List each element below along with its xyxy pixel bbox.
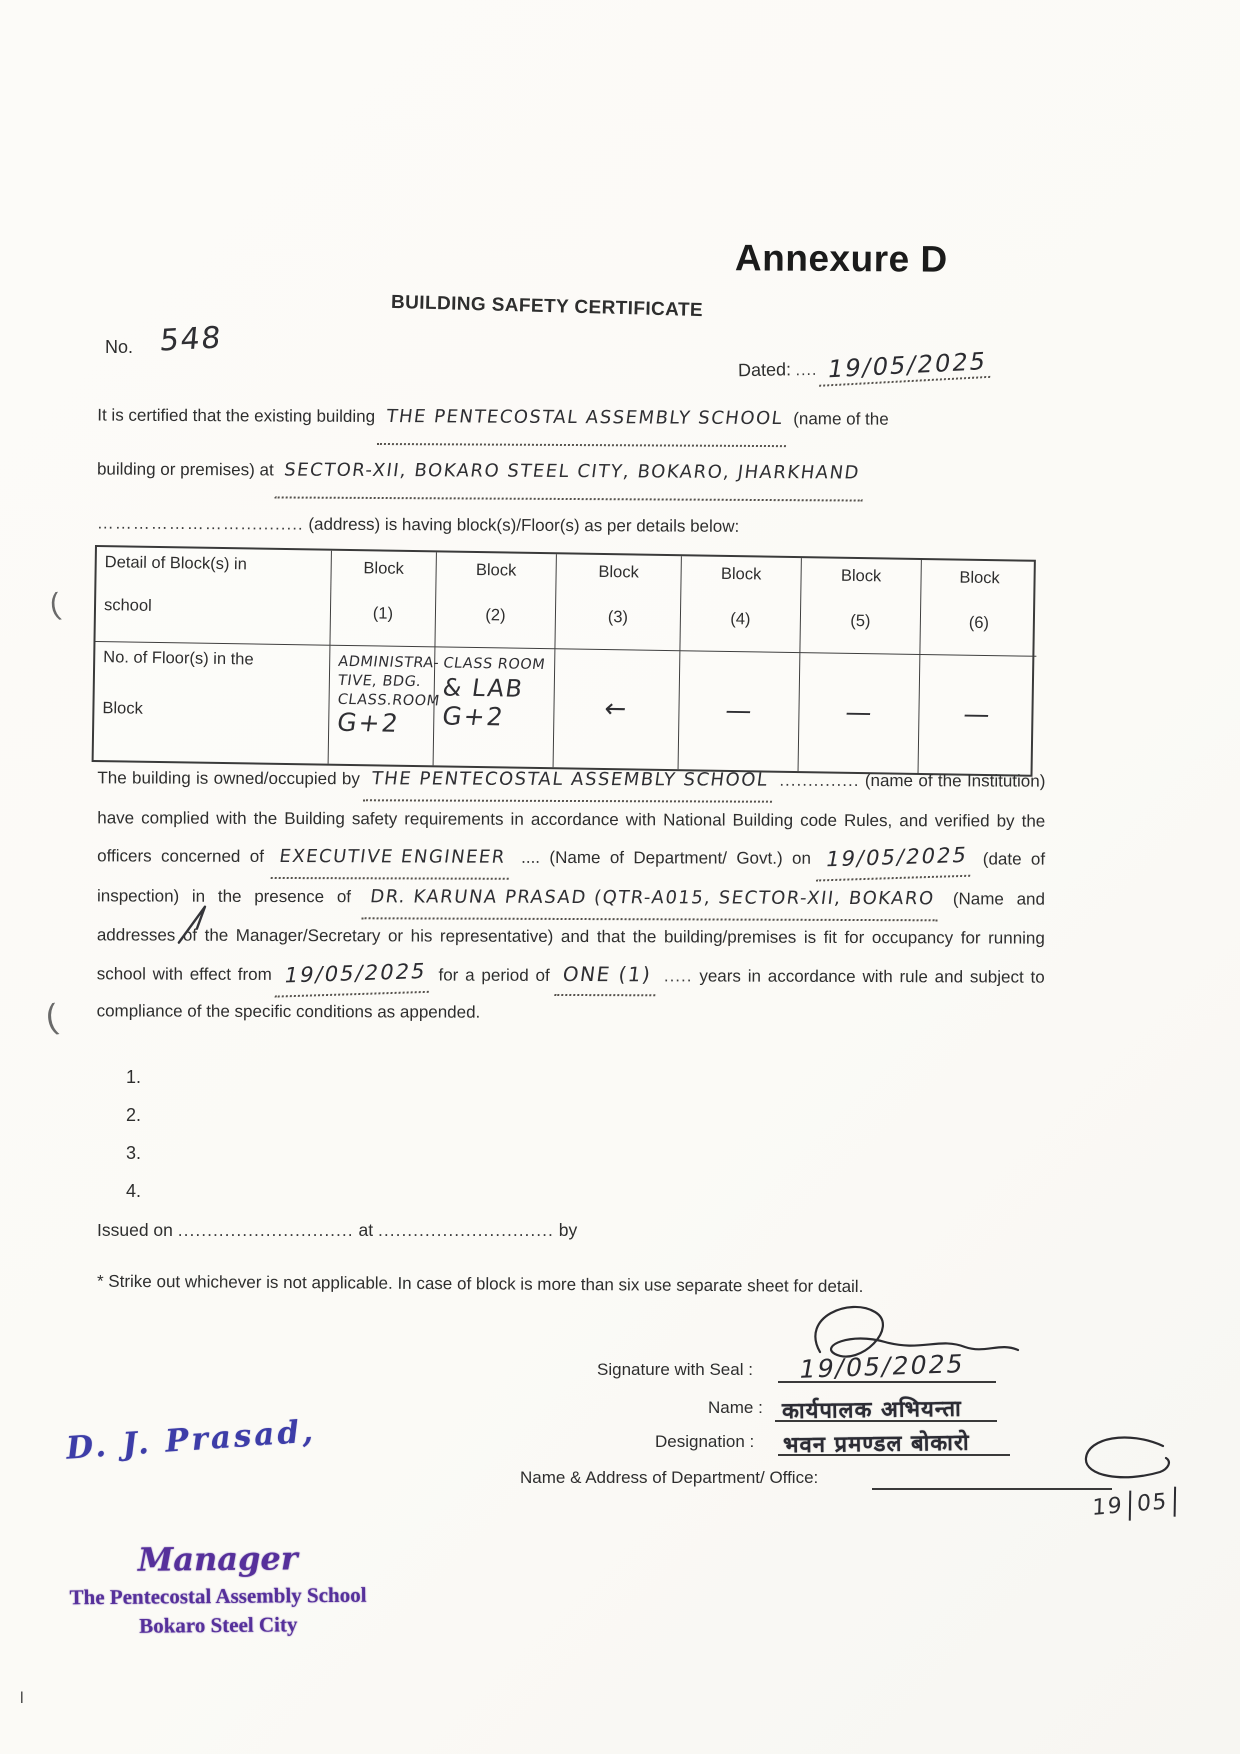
page-edge-mark: l <box>20 1690 24 1707</box>
owner-leader-dots: .............. <box>779 770 860 791</box>
body-text-7: years in accordance with rule and subject to compliance of the specific conditions as appended. <box>96 965 1045 1022</box>
block-num-1: (1) <box>372 604 394 623</box>
stamp-title: Manager <box>137 1539 298 1579</box>
table-header-detail <box>95 547 331 646</box>
department-label: Name & Address of Department/ Office: <box>520 1468 819 1487</box>
designation-stamp-value: भवन प्रमण्डल बोकारो <box>782 1430 970 1459</box>
block1-line2: TIVE, BDG. <box>336 672 423 691</box>
intro-text-3: building or premises) at <box>96 459 274 480</box>
conditions-list <box>126 1058 141 1210</box>
footnote: * Strike out whichever is not applicable. In case of block is more than six use separate sheet for detail. <box>96 1271 864 1297</box>
body-text-6: for a period of <box>438 965 550 985</box>
table-cell-block5-floors <box>799 653 921 773</box>
table-header-block-6 <box>920 560 1037 657</box>
table-cell-block3-floors <box>554 649 681 769</box>
table-cell-block6-floors <box>919 655 1037 775</box>
owner-name-handwritten: THE PENTECOSTAL ASSEMBLY SCHOOL <box>363 761 777 802</box>
table-row-floors-label <box>94 642 331 764</box>
designation-label: Designation : <box>655 1432 755 1451</box>
body-text-5: (Name and addresses of the Manager/Secretary or his representative) and that the building/premises is fit for occupancy for running school with effect from <box>96 888 1046 984</box>
condition-item-4: 4. <box>126 1181 142 1201</box>
table-header-block-3 <box>555 554 681 651</box>
block-label: Block <box>475 560 517 580</box>
pen-mark-artifact: ( <box>47 587 63 622</box>
body-paragraph <box>97 760 1046 1033</box>
block-label: Block <box>363 559 404 578</box>
issued-text-1: Issued on <box>97 1220 173 1240</box>
block3-dash: ← <box>602 694 631 725</box>
block6-dash: — <box>961 699 994 731</box>
block-num-4: (4) <box>730 609 751 629</box>
dated-row <box>737 347 993 385</box>
issued-dots-1: .............................. <box>177 1220 354 1240</box>
stamp-school-name: The Pentecostal Assembly School <box>69 1582 367 1610</box>
seal-date-handwritten: 19/05/2025 <box>796 1349 968 1384</box>
block4-dash: — <box>723 695 755 727</box>
stamp-city: Bokaro Steel City <box>139 1612 298 1638</box>
period-leader-dots: ..... <box>663 965 693 985</box>
table-cell-block2-floors <box>434 647 556 767</box>
block-num-3: (3) <box>607 608 629 627</box>
issued-line <box>97 1220 577 1241</box>
table-header-block-5 <box>800 558 921 655</box>
inspection-date-handwritten: 19/05/2025 <box>816 837 977 881</box>
intro-line-2 <box>97 444 1042 503</box>
intro-paragraph <box>97 390 1043 554</box>
block-label: Block <box>959 568 1000 588</box>
table-header-detail-line2: school <box>103 596 152 615</box>
condition-item-3: 3. <box>126 1143 142 1163</box>
address-leader-dots: ……………………........... <box>96 513 304 534</box>
intro-line-1 <box>97 390 1042 449</box>
issued-dots-2: .............................. <box>378 1220 554 1240</box>
certificate-title: BUILDING SAFETY CERTIFICATE <box>390 291 704 322</box>
block-num-6: (6) <box>968 613 990 633</box>
intro-line-3 <box>97 498 1042 554</box>
block-label: Block <box>598 562 639 582</box>
block-label: Block <box>720 564 762 584</box>
table-header-block-2 <box>435 552 556 649</box>
intro-text-1: It is certified that the existing building <box>97 405 376 426</box>
body-text-2: (name of the Institution) have complied with the Building safety requirements in accordance with National Building code Rules, and verified by the officers concerned of <box>97 771 1046 866</box>
intro-text-4: (address) is having block(s)/Floor(s) as per details below: <box>308 514 740 536</box>
block1-line3: CLASS.ROOM <box>336 691 441 710</box>
block2-line1: CLASS ROOM <box>442 655 547 674</box>
body-text-1: The building is owned/occupied by <box>97 768 360 789</box>
block1-floors-value: G+2 <box>335 707 402 738</box>
issued-text-3: by <box>558 1220 578 1240</box>
floors-label-line1: No. of Floor(s) in the <box>103 648 254 669</box>
certificate-no-label: No. <box>105 337 134 357</box>
table-header-detail-line1: Detail of Block(s) in <box>104 553 247 574</box>
block5-dash: — <box>843 697 875 729</box>
dated-label: Dated: <box>737 359 792 381</box>
corner-month: 05 <box>1136 1489 1169 1518</box>
block1-line1: ADMINISTRA- <box>337 653 441 672</box>
block-num-5: (5) <box>850 611 871 631</box>
certificate-no-value: 548 <box>158 320 224 359</box>
table-cell-block1-floors <box>329 646 441 766</box>
annexure-heading: Annexure D <box>734 237 948 280</box>
block-label: Block <box>840 566 882 586</box>
corner-divider <box>1174 1487 1177 1517</box>
block2-floors-value: G+2 <box>440 701 507 732</box>
effect-date-handwritten: 19/05/2025 <box>275 952 436 996</box>
manager-rubber-stamp <box>58 1539 379 1640</box>
block2-line2: & LAB <box>440 673 526 703</box>
officer-handwritten: EXECUTIVE ENGINEER <box>271 839 514 879</box>
pen-mark-artifact: ( <box>43 997 60 1037</box>
condition-item-1: 1. <box>126 1067 142 1087</box>
issued-text-2: at <box>358 1220 374 1240</box>
name-label: Name : <box>708 1398 763 1417</box>
name-stamp-value: कार्यपालक अभियन्ता <box>781 1396 962 1425</box>
seal-label: Signature with Seal : <box>597 1360 753 1379</box>
building-address-handwritten: SECTOR-XII, BOKARO STEEL CITY, BOKARO, JHARKHAND <box>275 444 870 501</box>
tick-mark <box>175 903 221 947</box>
condition-item-2: 2. <box>126 1105 142 1125</box>
blocks-table <box>92 545 1036 777</box>
building-name-handwritten: THE PENTECOSTAL ASSEMBLY SCHOOL <box>376 391 792 447</box>
table-header-block-1 <box>330 551 436 648</box>
table-cell-block4-floors <box>679 651 801 771</box>
department-signature-flourish <box>1068 1428 1178 1488</box>
dated-leader-dots: .... <box>795 361 818 380</box>
period-handwritten: ONE (1) <box>554 955 660 995</box>
table-header-block-4 <box>680 556 801 653</box>
floors-label-line2: Block <box>102 699 143 718</box>
intro-text-2: (name of the <box>793 409 889 429</box>
block-num-2: (2) <box>485 606 506 625</box>
corner-date <box>1091 1486 1183 1524</box>
body-text-3: .... (Name of Department/ Govt.) on <box>521 847 811 868</box>
corner-divider <box>1129 1491 1132 1521</box>
body-text-4: (date of inspection) in the presence of <box>96 849 1046 906</box>
dated-value: 19/05/2025 <box>819 347 995 387</box>
manager-signature-handwritten: D. J. Prasad, <box>65 1413 317 1467</box>
manager-name-handwritten: DR. KARUNA PRASAD (QTR-A015, SECTOR-XII, BOKARO <box>361 879 942 920</box>
corner-day: 19 <box>1091 1493 1124 1522</box>
